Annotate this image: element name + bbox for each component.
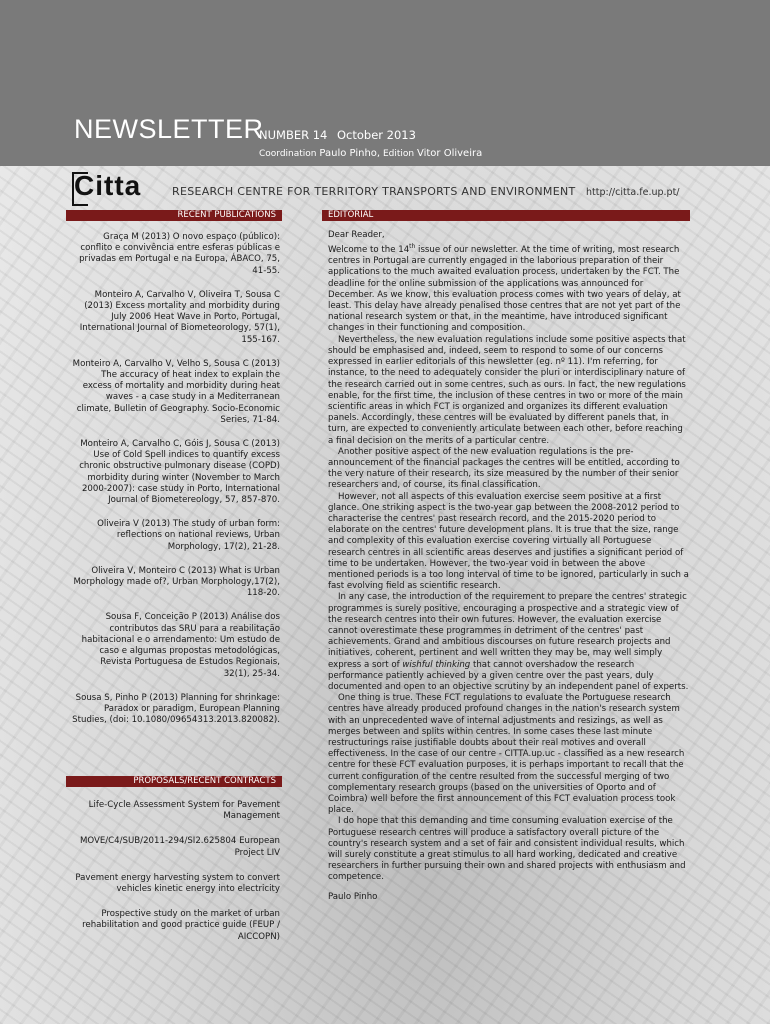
editorial-text: issue of our newsletter. At the time of writing, most research centres in Portugal are currently engaged in the laborious preparation of their applications to the much awaited evaluation process, undertaken by the FCT. The deadline for the online submission of the applications was announced for December. As we know, this evaluation process comes with two years of delay, at least. This delay have already penalised those centres that are not yet part of the national research system or that, in the meantime, have introduced significant changes in their functioning and composition. bbox=[328, 245, 681, 334]
masthead bbox=[0, 0, 770, 166]
issue-date: October 2013 bbox=[337, 128, 416, 142]
editorial-paragraph bbox=[328, 241, 690, 334]
publication-item: Graça M (2013) O novo espaço (público): conflito e convivência entre esferas públicas e privadas em Portugal e na Europa, ÁBACO, 75, 41-55. bbox=[79, 232, 280, 276]
editorial-text: Welcome to the 14 bbox=[328, 245, 410, 256]
publication-item: Oliveira V (2013) The study of urban form: reflections on national reviews, Urban Morphology, 17(2), 21-28. bbox=[97, 519, 280, 552]
recent-publications-header: RECENT PUBLICATIONS bbox=[66, 210, 282, 221]
editorial-text: In any case, the introduction of the requirement to prepare the centres' strategic programmes is surely positive, encouraging a prospective and a strategic view of the research centres into their own futures. However, the evaluation exercise cannot overestimate these programmes in detriment of the centres' past achievements. Grand and ambitious discourses on future research projects and initiatives, coherent, pertinent and well written they may be, may well simply express a sort of bbox=[328, 592, 687, 670]
editorial-header: EDITORIAL bbox=[322, 210, 690, 221]
publication-item: Oliveira V, Monteiro C (2013) What is Urban Morphology made of?, Urban Morphology,17(2), 118-20. bbox=[73, 565, 280, 599]
citta-logo: Citta bbox=[74, 170, 142, 201]
publication-item: Monteiro A, Carvalho V, Oliveira T, Sousa C (2013) Excess mortality and morbidity during July 2006 Heat Wave in Porto, Portugal, International Journal of Biometeorology, 57(1), 155-167. bbox=[79, 289, 280, 345]
editorial-greeting: Dear Reader, bbox=[328, 230, 385, 240]
proposals-header: PROPOSALS/RECENT CONTRACTS bbox=[66, 776, 282, 787]
edition-label: Edition bbox=[382, 149, 415, 159]
project-item: Pavement energy harvesting system to convert vehicles kinetic energy into electricity bbox=[75, 872, 280, 895]
editorial-emphasis: wishful thinking bbox=[402, 659, 471, 670]
website-link[interactable]: http://citta.fe.up.pt/ bbox=[586, 187, 680, 198]
publications-list bbox=[72, 232, 280, 739]
ordinal-suffix: th bbox=[409, 243, 416, 251]
editorial-text: that cannot overshadow the research performance patiently achieved by a given centre over the past years, duly documented and open to an objective scrutiny by an independent panel of experts. bbox=[328, 659, 689, 692]
editorial-paragraph: Another positive aspect of the new evaluation regulations is the pre-announcement of the financial packages the centres will be entitled, according to the very nature of their research, its size measured by the number of their senior researchers and, of course, its final classification. bbox=[328, 446, 680, 491]
project-item: Life-Cycle Assessment System for Pavement Management bbox=[88, 800, 280, 822]
editorial-signature: Paulo Pinho bbox=[328, 891, 378, 902]
issue-number: NUMBER 14 bbox=[259, 128, 328, 142]
projects-list bbox=[72, 800, 280, 957]
publication-item: Sousa S, Pinho P (2013) Planning for shrinkage: Paradox or paradigm, European Planning Studies, (doi: 10.1080/09654313.2013.820082). bbox=[72, 692, 280, 726]
publication-item: Monteiro A, Carvalho V, Velho S, Sousa C (2013) The accuracy of heat index to explain the excess of mortality and morbidity during heat waves - a case study in a Mediterranean climate, Bulletin of Geography. Socio-Economic Series, 71-84. bbox=[72, 358, 280, 425]
publication-item: Monteiro A, Carvalho C, Góis J, Sousa C (2013) Use of Cold Spell indices to quantify excess chronic obstructive pulmonary disease (COPD) morbidity during winter (November to March 2000-2007): case study in Porto, International Journal of Biometereology, 57, 857-870. bbox=[79, 439, 280, 506]
editorial-paragraph: One thing is true. These FCT regulations to evaluate the Portuguese research centres have already produced profound changes in the nation's research system with an unprecedented wave of internal adjustments and resizings, as well as merges between and splits within centres. In some cases these last minute restructurings raise justifiable doubts about their real motives and overall effectiveness. In the case of our centre - CITTA.up.uc - classified as a new research centre for these FCT evaluation purposes, it is perhaps important to recall that the current configuration of the centre resulted from the successful merging of two complementary research groups (based on the universities of Oporto and of Coimbra) well before the first announcement of this FCT evaluation process took place. bbox=[328, 693, 685, 816]
coordination-label: Coordination bbox=[259, 149, 317, 159]
editor-name: Vitor Oliveira bbox=[416, 148, 483, 159]
coordination-line bbox=[259, 148, 482, 159]
project-item: MOVE/C4/SUB/2011-294/SI2.625804 European Project LIV bbox=[79, 836, 280, 858]
editorial-paragraph: Nevertheless, the new evaluation regulations include some positive aspects that should be emphasised and, indeed, seem to respond to some of our concerns expressed in earlier editorials of this newsletter (eg. nº 11). I'm referring, for instance, to the need to adequately consider the pluri or interdisciplinary nature of the research carried out in some centres, such as ours. In fact, the new regulations enable, for the first time, the inclusion of these centres in two or more of the main scientific areas in which FCT is organized and organizes its different evaluation panels. Accordingly, these centres will be evaluated by different panels that, in turn, are expected to conveniently articulate between each other, before reaching a final decision on the merits of a particular centre. bbox=[328, 334, 686, 446]
editorial-paragraph: I do hope that this demanding and time consuming evaluation exercise of the Portuguese research centres will produce a satisfactory overall picture of the country's research system and a set of fair and consistent individual results, which will surely constitute a great stimulus to all hard working, dedicated and creative researchers in further pursuing their own and shared projects with enthusiasm and competence. bbox=[328, 816, 686, 883]
editorial-paragraph bbox=[328, 592, 690, 693]
coordinator-name: Paulo Pinho, bbox=[319, 148, 381, 159]
editorial-paragraph: However, not all aspects of this evaluation exercise seem positive at a first glance. One striking aspect is the two-year gap between the 2008-2012 period to characterise the centres' past research record, and the 2015-2020 period to elaborate on the centres' future development plans. It is true that the size, range and complexity of this evaluation exercise covering virtually all Portuguese research centres in all scientific areas deserves and justifies a significant period of time to be undertaken. However, the two-year void in between the above mentioned periods is a too long interval of time to be ignored, particularly in such a fast evolving field as scientific research. bbox=[328, 491, 689, 592]
research-centre-name: RESEARCH CENTRE FOR TERRITORY TRANSPORTS AND ENVIRONMENT bbox=[172, 185, 576, 198]
publication-item: Sousa F, Conceição P (2013) Análise dos contributos das SRU para a reabilitação habitacional e o arrendamento: Um estudo de caso e algumas propostas metodológicas, Revista Portuguesa de Estudos Regionais, 32(1), 25-34. bbox=[81, 612, 280, 679]
editorial-body bbox=[328, 230, 690, 903]
newsletter-title: NEWSLETTER bbox=[74, 114, 264, 144]
project-item: Prospective study on the market of urban rehabilitation and good practice guide (FEUP / AICCOPN) bbox=[82, 909, 280, 942]
